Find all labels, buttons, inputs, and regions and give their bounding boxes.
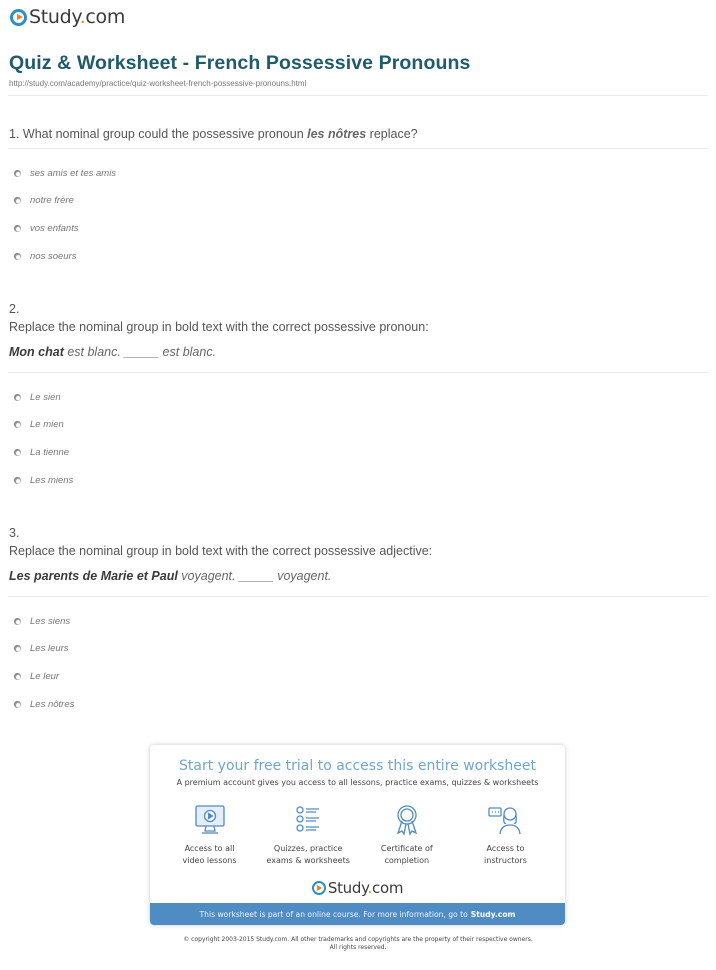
radio-button[interactable] [14, 477, 21, 484]
q2-option-d[interactable]: Les miens [14, 473, 73, 487]
promo-subtitle: A premium account gives you access to all lessons, practice exams, quizzes & worksheets [176, 778, 539, 787]
header-divider [8, 95, 708, 96]
question-1-prompt: 1. What nominal group could the possessive pronoun les nôtres replace? [9, 127, 418, 141]
radio-button[interactable] [14, 394, 21, 401]
question-3-sentence: Les parents de Marie et Paul voyagent. _____ voyagent. [9, 569, 332, 583]
question-3-divider [8, 596, 708, 597]
promo-title[interactable]: Start your free trial to access this entire worksheet [179, 758, 536, 774]
page-title: Quiz & Worksheet - French Possessive Pronouns [9, 52, 471, 74]
radio-button[interactable] [14, 197, 21, 204]
q3-option-d[interactable]: Les nôtres [14, 697, 74, 711]
quiz-list-icon [290, 803, 326, 837]
logo-wordmark: Study.com [29, 6, 126, 28]
feature-quizzes: Quizzes, practice exams & worksheets [261, 803, 356, 867]
radio-button[interactable] [14, 618, 21, 625]
play-logo-icon [312, 881, 326, 895]
certificate-ribbon-icon [389, 803, 425, 837]
question-3-number: 3. [9, 526, 20, 540]
question-2-number: 2. [9, 302, 20, 316]
q2-option-b[interactable]: Le mien [14, 417, 64, 431]
feature-instructors: Access to instructors [458, 803, 553, 867]
study-logo[interactable] [10, 6, 125, 28]
radio-button[interactable] [14, 701, 21, 708]
page-url: http://study.com/academy/practice/quiz-worksheet-french-possessive-pronouns.html [9, 79, 307, 88]
feature-video-lessons: Access to all video lessons [162, 803, 257, 867]
question-2-divider [8, 372, 708, 373]
study-com-link[interactable]: Study.com [470, 909, 516, 919]
question-2-prompt: Replace the nominal group in bold text with the correct possessive pronoun: [9, 320, 429, 334]
promo-info-bar: This worksheet is part of an online course. For more information, go to Study.com [150, 903, 565, 925]
q3-option-c[interactable]: Le leur [14, 669, 59, 683]
copyright-notice: © copyright 2003-2015 Study.com. All other trademarks and copyrights are the property of their respective owners. All rights reserved. [183, 936, 533, 951]
radio-button[interactable] [14, 253, 21, 260]
q1-option-a[interactable]: ses amis et tes amis [14, 166, 116, 180]
q1-option-c[interactable]: vos enfants [14, 221, 79, 235]
feature-list [162, 803, 553, 867]
q2-option-a[interactable]: Le sien [14, 390, 61, 404]
feature-certificate: Certificate of completion [359, 803, 454, 867]
instructor-chat-icon [487, 803, 523, 837]
q1-option-b[interactable]: notre frère [14, 193, 74, 207]
q3-option-a[interactable]: Les siens [14, 614, 70, 628]
q3-option-b[interactable]: Les leurs [14, 641, 69, 655]
promo-study-logo[interactable]: Study.com [150, 879, 565, 897]
free-trial-card[interactable] [150, 745, 565, 925]
radio-button[interactable] [14, 449, 21, 456]
radio-button[interactable] [14, 170, 21, 177]
question-3-prompt: Replace the nominal group in bold text with the correct possessive adjective: [9, 544, 433, 558]
q2-option-c[interactable]: La tienne [14, 445, 69, 459]
radio-button[interactable] [14, 645, 21, 652]
question-1-divider [8, 148, 708, 149]
video-monitor-icon [192, 803, 228, 837]
question-2-sentence: Mon chat est blanc. _____ est blanc. [9, 345, 217, 359]
radio-button[interactable] [14, 673, 21, 680]
radio-button[interactable] [14, 421, 21, 428]
q1-option-d[interactable]: nos soeurs [14, 249, 76, 263]
radio-button[interactable] [14, 225, 21, 232]
play-logo-icon [10, 9, 27, 26]
